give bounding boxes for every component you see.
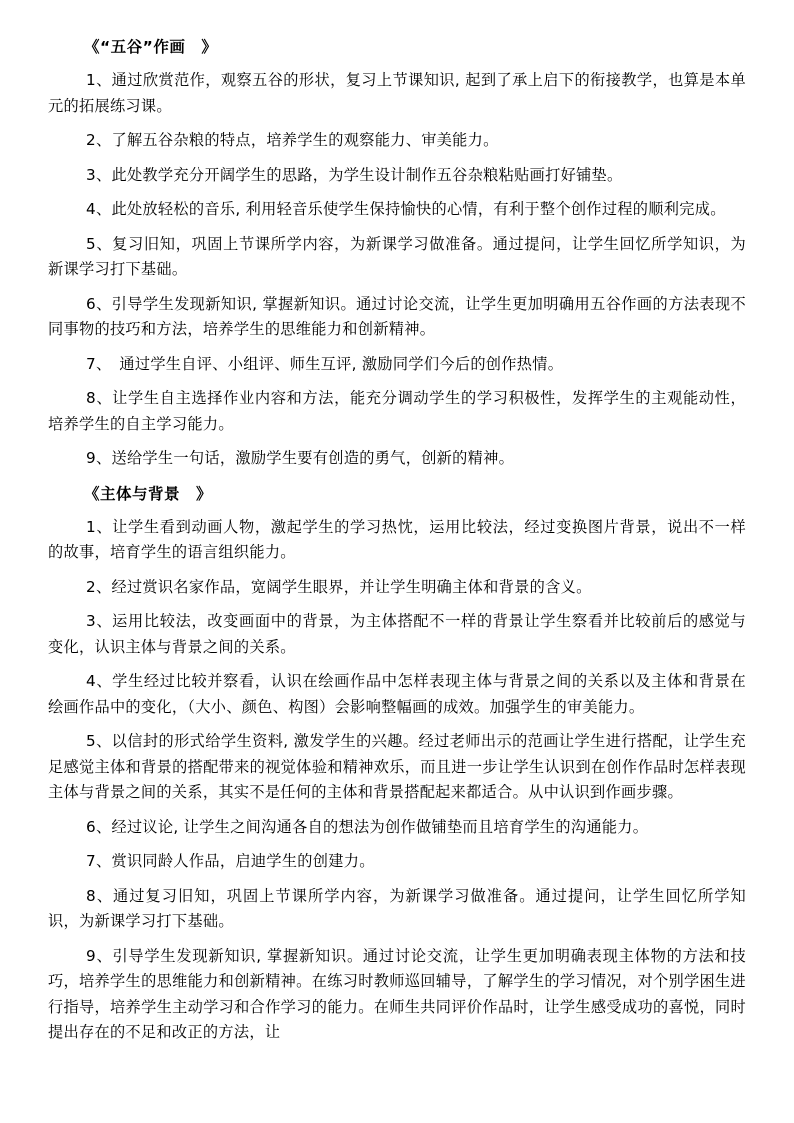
paragraph: 5、复习旧知，巩固上节课所学内容，为新课学习做准备。通过提问，让学生回忆所学知识，为新课学习打下基础。 (48, 234, 746, 278)
paragraph: 6、经过议论, 让学生之间沟通各自的想法为创作做铺垫而且培育学生的沟通能力。 (86, 817, 649, 836)
section-zhuti-beijing (48, 481, 746, 1046)
paragraph: 1、让学生看到动画人物，激起学生的学习热忱，运用比较法，经过变换图片背景，说出不一样的故事，培育学生的语言组织能力。 (48, 517, 746, 561)
section-title: 《主体与背景 》 (84, 484, 213, 503)
paragraph: 5、以信封的形式给学生资料, 激发学生的兴趣。经过老师出示的范画让学生进行搭配，让学生充足感觉主体和背景的搭配带来的视觉体验和精神欢乐，而且进一步让学生认识到在创作作品时怎样表现主体与背景之间的关系，其实不是任何的主体和背景搭配起来都适合。从中认识到作画步骤。 (48, 732, 746, 801)
paragraph: 3、运用比较法，改变画面中的背景，为主体搭配不一样的背景让学生察看并比较前后的感觉与变化，认识主体与背景之间的关系。 (48, 612, 746, 656)
paragraph: 3、此处教学充分开阔学生的思路，为学生设计制作五谷杂粮粘贴画打好铺垫。 (86, 165, 623, 184)
section-wugu (48, 34, 746, 472)
section-title: 《“五谷”作画 》 (84, 38, 218, 56)
paragraph: 9、送给学生一句话，激励学生要有创造的勇气，创新的精神。 (86, 449, 515, 467)
paragraph: 6、引导学生发现新知识, 掌握新知识。通过讨论交流，让学生更加明确用五谷作画的方法表现不同事物的技巧和方法，培养学生的思维能力和创新精神。 (48, 294, 746, 338)
paragraph: 4、此处放轻松的音乐, 利用轻音乐使学生保持愉快的心情，有利于整个创作过程的顺利完成。 (86, 200, 726, 218)
paragraph: 8、通过复习旧知，巩固上节课所学内容，为新课学习做准备。通过提问，让学生回忆所学知识，为新课学习打下基础。 (48, 886, 746, 930)
paragraph: 9、引导学生发现新知识, 掌握新知识。通过讨论交流，让学生更加明确表现主体物的方法和技巧，培养学生的思维能力和创新精神。在练习时教师巡回辅导，了解学生的学习情况，对个别学困生进行指导，培养学生主动学习和合作学习的能力。在师生共同评价作品时，让学生感受成功的喜悦，同时提出存在的不足和改正的方法，让 (48, 946, 746, 1041)
paragraph: 2、了解五谷杂粮的特点，培养学生的观察能力、审美能力。 (86, 131, 499, 149)
paragraph: 7、赏识同龄人作品，启迪学生的创建力。 (86, 852, 375, 870)
paragraph: 2、经过赏识名家作品，宽阔学生眼界，并让学生明确主体和背景的含义。 (86, 577, 592, 596)
paragraph: 8、让学生自主选择作业内容和方法，能充分调动学生的学习积极性，发挥学生的主观能动性，培养学生的自主学习能力。 (48, 389, 746, 433)
paragraph: 7、 通过学生自评、小组评、师生互评, 激励同学们今后的创作热情。 (86, 354, 564, 373)
paragraph: 4、学生经过比较并察看，认识在绘画作品中怎样表现主体与背景之间的关系以及主体和背景在绘画作品中的变化，（大小、颜色、构图）会影响整幅画的成效。加强学生的审美能力。 (48, 672, 746, 716)
paragraph: 1、通过欣赏范作，观察五谷的形状，复习上节课知识, 起到了承上启下的衔接教学，也算是本单元的拓展练习课。 (48, 71, 746, 115)
